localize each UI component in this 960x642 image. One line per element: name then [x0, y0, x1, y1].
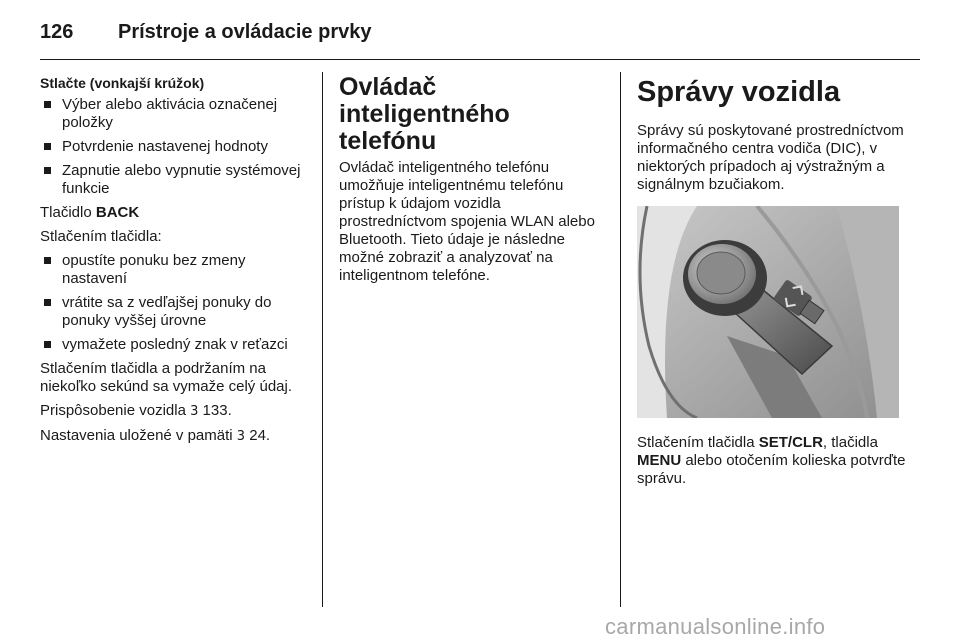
vehicle-messages-heading: Správy vozidla — [637, 76, 841, 108]
list-item: Výber alebo aktivácia označenej položky — [40, 96, 312, 132]
outer-ring-list — [40, 96, 312, 198]
press-button-line: Stlačením tlačidla: — [40, 228, 162, 245]
smartphone-controller-body: Ovládač inteligentného telefónu umožňuje inteligentnému telefónu prístup k údajom vozidla prostredníctvom spojenia WLAN alebo Bluetooth. Tieto údaje je následne možné zobraziť a analyzovať na inteligentnom telefóne. — [339, 159, 595, 284]
column-2 — [339, 74, 611, 285]
column-divider-1 — [322, 72, 323, 607]
watermark: carmanualsonline.info — [605, 614, 826, 639]
back-button-line: Tlačidlo BACK — [40, 204, 140, 221]
bullet-icon — [44, 257, 51, 264]
bullet-icon — [44, 143, 51, 150]
memory-settings-ref: Nastavenia uložené v pamäti 3 24. — [40, 427, 271, 444]
bullet-icon — [44, 101, 51, 108]
column-1 — [40, 74, 312, 446]
steering-column-lever-photo — [637, 206, 899, 418]
bullet-icon — [44, 167, 51, 174]
list-item: vymažete posledný znak v reťazci — [40, 336, 312, 354]
bullet-icon — [44, 341, 51, 348]
back-list — [40, 252, 312, 354]
bullet-icon — [44, 299, 51, 306]
page-header — [40, 18, 920, 48]
page-number: 126 — [40, 21, 74, 43]
outer-ring-heading: Stlačte (vonkajší krúžok) — [40, 75, 205, 91]
vehicle-settings-ref: Prispôsobenie vozidla 3 133. — [40, 402, 232, 419]
back-key-label: BACK — [95, 204, 140, 221]
vehicle-messages-body: Správy sú poskytované prostredníctvom informačného centra vodiča (DIC), v niektorých prípadoch aj výstražným a signálnym bzučiakom. — [637, 122, 904, 193]
xref-arrow-icon: 3 — [190, 404, 199, 419]
list-item: Zapnutie alebo vypnutie systémovej funkcie — [40, 162, 312, 198]
list-item: vrátite sa z vedľajšej ponuky do ponuky vyššej úrovne — [40, 294, 312, 330]
set-clr-key-label: SET/CLR — [758, 434, 823, 451]
hold-text: Stlačením tlačidla a podržaním na niekoľko sekúnd sa vymaže celý údaj. — [40, 360, 293, 395]
xref-arrow-icon: 3 — [236, 429, 246, 444]
page-title: Prístroje a ovládacie prvky — [118, 21, 372, 43]
menu-key-label: MENU — [637, 452, 682, 469]
smartphone-controller-heading: Ovládač inteligentného telefónu — [339, 73, 510, 155]
list-item: Potvrdenie nastavenej hodnoty — [40, 138, 312, 156]
column-divider-2 — [620, 72, 621, 607]
photo-caption: Stlačením tlačidla SET/CLR, tlačidla MENU alebo otočením kolieska potvrďte správu. — [637, 434, 906, 487]
list-item: opustíte ponuku bez zmeny nastavení — [40, 252, 312, 288]
header-rule — [40, 59, 920, 60]
column-3 — [637, 74, 909, 488]
